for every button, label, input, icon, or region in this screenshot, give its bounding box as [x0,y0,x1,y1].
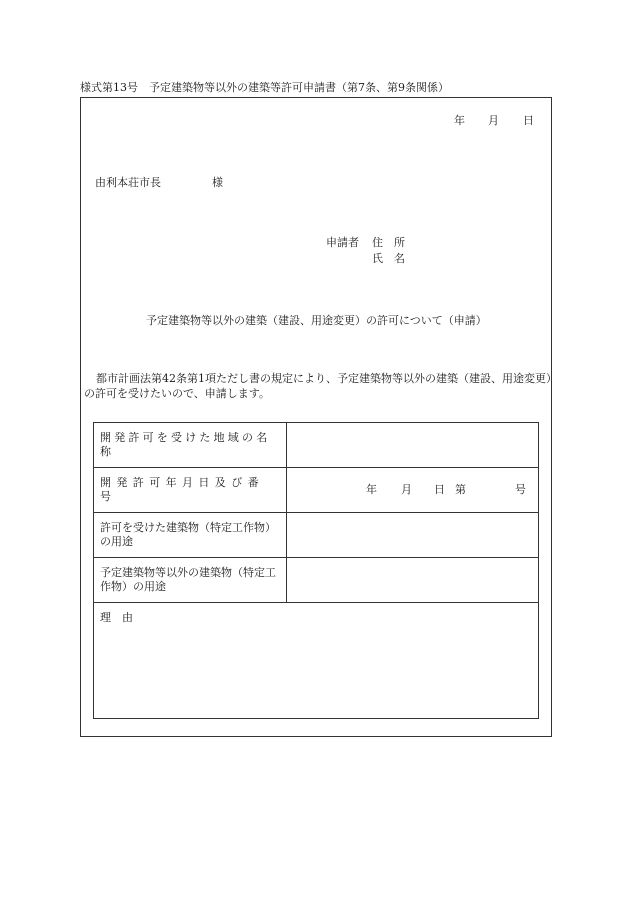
addressee-honorific: 様 [212,176,223,189]
applicant-address-label: 住 所 [372,236,405,249]
applicant-label: 申請者 [326,236,359,249]
table-row-label [94,468,287,513]
reason-cell [94,603,539,719]
table-row-label [94,423,287,468]
permit-date-number-label: 開発許可年月日及び番号 [100,476,264,503]
table-row-label [94,558,287,603]
permit-date-number-value [287,468,539,513]
applicant-name-label: 氏 名 [372,252,405,265]
permit-day-label: 日 [434,483,445,496]
permit-go-label: 号 [515,483,526,496]
application-table [93,422,539,719]
form-header: 様式第13号 予定建築物等以外の建築等許可申請書（第7条、第9条関係） [80,81,449,94]
area-name-value [287,423,539,468]
subject-line: 予定建築物等以外の建築（建設、用途変更）の許可について（申請） [146,314,487,327]
date-month-label: 月 [488,114,499,127]
permit-dai-label: 第 [455,483,466,496]
permitted-building-use-value [287,513,539,558]
body-paragraph: 都市計画法第42条第1項ただし書の規定により、予定建築物等以外の建築（建設、用途変更）の許可を受けたいので、申請します。 [84,372,557,400]
date-year-label: 年 [454,114,465,127]
permitted-building-use-label: 許可を受けた建築物（特定工作物）の用途 [100,521,276,548]
permit-month-label: 月 [401,483,412,496]
other-building-use-value [287,558,539,603]
permit-year-label: 年 [366,483,377,496]
table-row-label [94,513,287,558]
date-day-label: 日 [523,114,534,127]
area-name-label: 開発許可を受けた地域の名称 [100,431,271,458]
addressee-name: 由利本荘市長 [95,176,161,189]
reason-label: 理 由 [100,611,133,624]
other-building-use-label: 予定建築物等以外の建築物（特定工作物）の用途 [100,566,276,593]
